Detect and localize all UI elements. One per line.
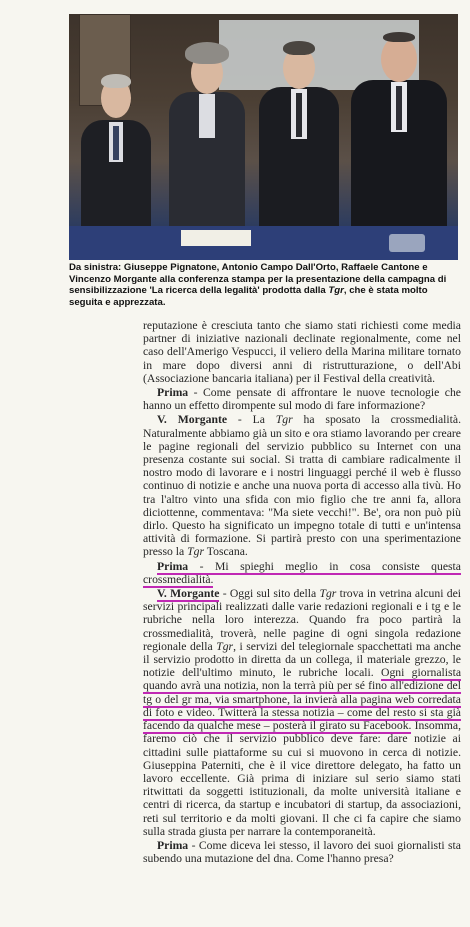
paragraph-intro: [143, 319, 461, 385]
highlighted-passage: Ogni giornalista quando avrà una notizia, non la terrà più per sé fino all'edizione del tg o del gr ma, via smartphone, la invierà alla pagina web corredata di foto e video. Twitterà la stessa notizia – come del resto si sta già facendo da qualche mese – posterà il girato su Facebook.: [143, 666, 462, 733]
conference-photo: [69, 14, 458, 260]
answer-2-end: Insomma, faremo ciò che il servizio pubblico deve fare: dare notizie ai cittadini sulle piattaforme su cui si muovono in cerca di notizie. Giuseppina Paterniti, che è il vice direttore delegato, ha fatto un lavoro eccellente. Già prima di iniziare sul serio siamo stati ritwittati da soggetti istituzionali, da molte università italiane e centri di ricerca, da startup e incubatori di startup, da associazioni, reti sul territorio e da molti giovani. Il che ci fa capire che siamo sulla strada giusta per narrare la contemporaneità.: [143, 719, 461, 838]
caption-tgr: Tgr: [328, 285, 344, 297]
question-2-text: - Mi spieghi meglio in cosa consiste questa crossmedialità.: [143, 559, 461, 586]
answer-2-mid: trova in vetrina alcuni dei servizi principali realizzati dalle varie redazioni regionali e i tg e le rubriche nella loro interezza. Quando fra poco partirà la crossmedialità, troverà, nelle pagine di ogni singola redazione regionale della: [143, 587, 461, 653]
answer-1-end: Toscana.: [204, 545, 248, 559]
article-body: [143, 319, 461, 865]
answer-1-tgr-2: Tgr: [187, 545, 205, 559]
caption-lead: Da sinistra: Giuseppe Pignatone, Antonio Campo Dall'Orto, Raffaele Cantone e Vincenzo Morgante alla conferenza stampa per la presentazione della campagna di sensibilizzazione 'La ricerca della legalità' prodotta dalla: [69, 262, 447, 297]
papers-on-table: [181, 230, 251, 246]
answer-2-mid-2: , i servizi del telegiornale spacchettati ma anche il servizio prodotto in diretta da un collega, il materiale grezzo, le notizie dell'ultimo minuto, le rubriche locali.: [143, 639, 461, 680]
answer-2: [143, 587, 461, 838]
question-1-text: - Come pensate di affrontare le nuove tecnologie che hanno un effetto dirompente sul modo di fare informazione?: [143, 386, 461, 413]
person-cantone: [259, 35, 339, 240]
question-3: [143, 839, 461, 865]
answer-1: [143, 413, 461, 558]
speaker-morgante: V. Morgante: [157, 413, 228, 427]
person-pignatone: [81, 70, 151, 240]
speaker-prima-3: Prima: [157, 838, 189, 852]
photo-caption: [69, 262, 461, 308]
person-campo-dallorto: [169, 40, 245, 240]
intro-text: reputazione è cresciuta tanto che siamo stati richiesti come media partner di iniziative nazionali declinate regionalmente, come nel caso dell'Amerigo Vespucci, il veliero della Marina militare tornato in mare dopo diversi anni di ristrutturazione, o dell'Abi (Associazione bancaria italiana) per il Festival della creatività.: [143, 319, 461, 385]
question-2: [143, 560, 461, 586]
question-3-text: - Come diceva lei stesso, il lavoro dei suoi giornalisti sta subendo una mutazione del dna. Come l'hanno presa?: [143, 838, 461, 866]
answer-1-text: ha sposato la crossmedialità. Naturalmente abbiamo già un sito e ora stiamo lavorando per creare le pagine regionali del servizio pubblico su Internet con una presenza costante sui social. Si tratta di cambiare radicalmente il nostro modo di lavorare e i nostri linguaggi perché il web è flusso continuo di notizie e anche una nuova porta di accesso alla tivù. Ho tra l'altro vinto una sfida con mio figlio che tre anni fa, allora diciottenne, commentava: "Ma siete vecchi!". Be', ora non può più dirlo. Questo ha significato un impegno totale di tutti e un'intensa attività di formazione. Si partirà presto con una sperimentazione presso la: [143, 413, 462, 559]
person-morgante: [351, 30, 447, 240]
speaker-prima-2: Prima: [157, 559, 189, 573]
water-glass: [389, 234, 425, 252]
caption-tail: , che è stata molto seguita e apprezzata.: [69, 285, 428, 308]
speaker-morgante-2: V. Morgante: [157, 587, 220, 601]
answer-2-tgr: Tgr: [319, 587, 337, 601]
answer-2-pre: - Oggi sul sito della: [219, 587, 320, 601]
answer-1-tgr: Tgr: [275, 413, 293, 427]
speaker-prima: Prima: [157, 386, 189, 400]
answer-1-pre: - La: [227, 413, 276, 427]
answer-2-tgr-2: Tgr: [216, 639, 234, 653]
question-1: [143, 386, 461, 412]
